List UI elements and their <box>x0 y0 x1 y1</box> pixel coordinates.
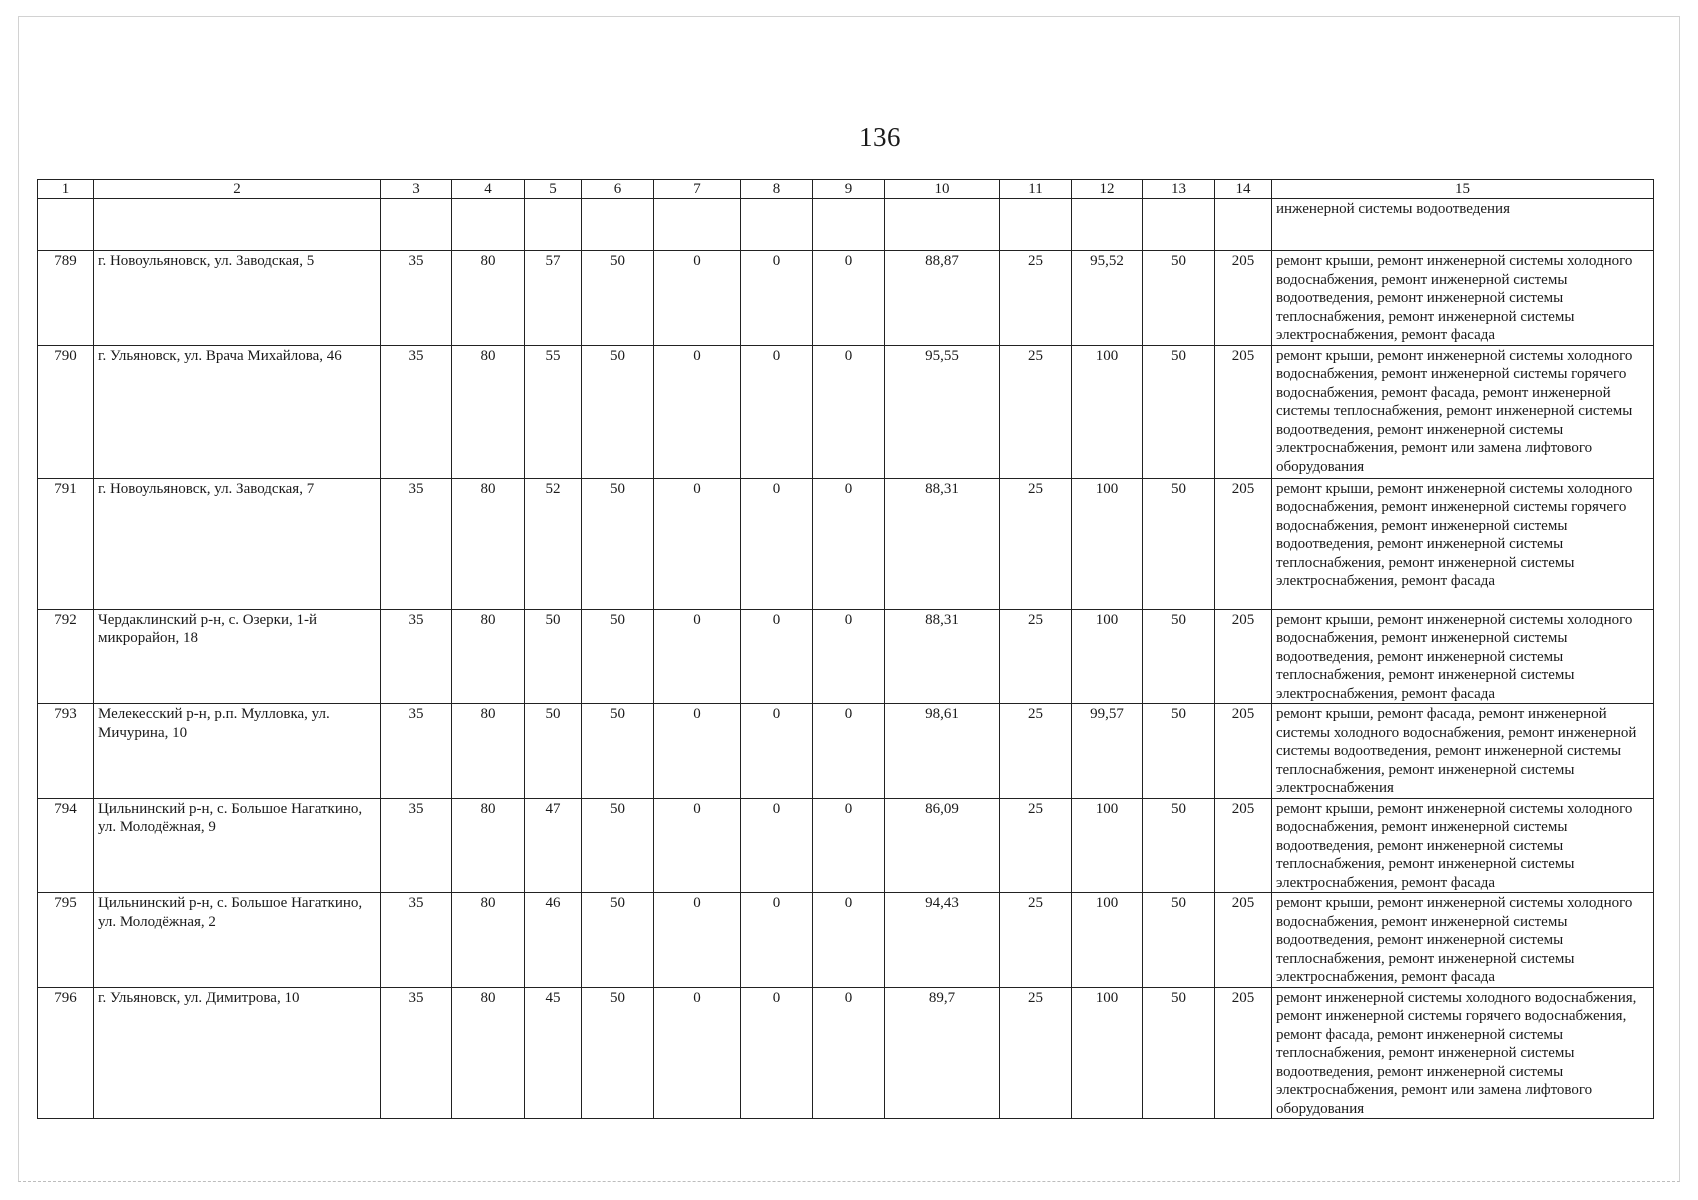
works-cell: ремонт крыши, ремонт инженерной системы холодного водоснабжения, ремонт инженерной системы водоотведения, ремонт инженерной системы теплоснабжения, ремонт инженерной системы электроснабжения, ремонт фасада <box>1272 251 1654 346</box>
value-cell: 95,55 <box>885 345 1000 478</box>
header-cell: 1 <box>38 180 94 199</box>
header-cell: 8 <box>741 180 813 199</box>
value-cell: 0 <box>654 798 741 893</box>
value-cell: 25 <box>1000 251 1072 346</box>
works-cell: ремонт крыши, ремонт инженерной системы холодного водоснабжения, ремонт инженерной системы водоотведения, ремонт инженерной системы теплоснабжения, ремонт инженерной системы электроснабжения, ремонт фасада <box>1272 609 1654 704</box>
value-cell: 50 <box>1143 609 1215 704</box>
header-cell: 5 <box>525 180 582 199</box>
works-cell: ремонт крыши, ремонт инженерной системы холодного водоснабжения, ремонт инженерной системы водоотведения, ремонт инженерной системы теплоснабжения, ремонт инженерной системы электроснабжения, ремонт фасада <box>1272 893 1654 988</box>
table-row <box>38 251 1654 346</box>
address-cell: Мелекесский р-н, р.п. Мулловка, ул. Мичурина, 10 <box>94 704 381 799</box>
value-cell: 99,57 <box>1072 704 1143 799</box>
works-cell: ремонт крыши, ремонт фасада, ремонт инженерной системы холодного водоснабжения, ремонт инженерной системы водоотведения, ремонт инженерной системы теплоснабжения, ремонт инженерной системы электроснабжения <box>1272 704 1654 799</box>
value-cell: 0 <box>654 345 741 478</box>
value-cell: 0 <box>654 609 741 704</box>
value-cell: 50 <box>1143 345 1215 478</box>
value-cell: 0 <box>813 987 885 1119</box>
value-cell: 0 <box>813 893 885 988</box>
value-cell: 0 <box>654 893 741 988</box>
value-cell: 0 <box>741 798 813 893</box>
value-cell: 100 <box>1072 893 1143 988</box>
value-cell: 80 <box>452 987 525 1119</box>
value-cell: 0 <box>741 893 813 988</box>
value-cell: 205 <box>1215 345 1272 478</box>
value-cell: 0 <box>654 704 741 799</box>
works-cell: ремонт крыши, ремонт инженерной системы холодного водоснабжения, ремонт инженерной системы горячего водоснабжения, ремонт фасада, ремонт инженерной системы теплоснабжения, ремонт инженерной системы водоотведения, ремонт инженерной системы электроснабжения, ремонт или замена лифтового оборудования <box>1272 345 1654 478</box>
value-cell: 80 <box>452 609 525 704</box>
row-number-cell: 790 <box>38 345 94 478</box>
value-cell: 80 <box>452 798 525 893</box>
value-cell: 80 <box>452 893 525 988</box>
value-cell: 100 <box>1072 609 1143 704</box>
value-cell: 50 <box>1143 478 1215 609</box>
value-cell: 45 <box>525 987 582 1119</box>
value-cell: 55 <box>525 345 582 478</box>
value-cell: 0 <box>654 478 741 609</box>
header-cell: 14 <box>1215 180 1272 199</box>
value-cell: 35 <box>381 251 452 346</box>
header-cell: 15 <box>1272 180 1654 199</box>
value-cell: 50 <box>582 987 654 1119</box>
value-cell: 35 <box>381 345 452 478</box>
value-cell: 205 <box>1215 478 1272 609</box>
value-cell: 88,31 <box>885 609 1000 704</box>
address-cell: Цильнинский р-н, с. Большое Нагаткино, ул. Молодёжная, 9 <box>94 798 381 893</box>
address-cell: г. Ульяновск, ул. Врача Михайлова, 46 <box>94 345 381 478</box>
value-cell: 25 <box>1000 609 1072 704</box>
value-cell: 50 <box>582 798 654 893</box>
value-cell: 25 <box>1000 798 1072 893</box>
value-cell: 25 <box>1000 478 1072 609</box>
value-cell: 47 <box>525 798 582 893</box>
value-cell: 52 <box>525 478 582 609</box>
continuation-row <box>38 199 1654 251</box>
value-cell: 25 <box>1000 704 1072 799</box>
address-cell: г. Новоульяновск, ул. Заводская, 7 <box>94 478 381 609</box>
value-cell: 100 <box>1072 478 1143 609</box>
value-cell: 0 <box>741 478 813 609</box>
value-cell: 86,09 <box>885 798 1000 893</box>
value-cell: 98,61 <box>885 704 1000 799</box>
value-cell: 80 <box>452 345 525 478</box>
value-cell: 205 <box>1215 893 1272 988</box>
header-cell: 13 <box>1143 180 1215 199</box>
value-cell: 50 <box>582 893 654 988</box>
table-row <box>38 609 1654 704</box>
header-cell: 3 <box>381 180 452 199</box>
value-cell: 50 <box>1143 893 1215 988</box>
value-cell: 80 <box>452 478 525 609</box>
value-cell: 0 <box>654 251 741 346</box>
value-cell: 205 <box>1215 251 1272 346</box>
address-cell: г. Новоульяновск, ул. Заводская, 5 <box>94 251 381 346</box>
value-cell: 35 <box>381 798 452 893</box>
value-cell: 46 <box>525 893 582 988</box>
header-cell: 4 <box>452 180 525 199</box>
header-cell: 7 <box>654 180 741 199</box>
value-cell: 50 <box>582 704 654 799</box>
value-cell: 0 <box>813 609 885 704</box>
row-number-cell: 796 <box>38 987 94 1119</box>
table-row <box>38 893 1654 988</box>
value-cell: 205 <box>1215 609 1272 704</box>
value-cell: 0 <box>813 798 885 893</box>
value-cell: 50 <box>1143 798 1215 893</box>
header-cell: 6 <box>582 180 654 199</box>
value-cell: 0 <box>813 251 885 346</box>
value-cell: 35 <box>381 609 452 704</box>
header-cell: 10 <box>885 180 1000 199</box>
row-number-cell: 789 <box>38 251 94 346</box>
header-cell: 11 <box>1000 180 1072 199</box>
row-number-cell: 791 <box>38 478 94 609</box>
row-number-cell: 795 <box>38 893 94 988</box>
value-cell: 50 <box>525 609 582 704</box>
value-cell: 0 <box>654 987 741 1119</box>
value-cell: 50 <box>1143 704 1215 799</box>
value-cell: 0 <box>741 704 813 799</box>
value-cell: 205 <box>1215 704 1272 799</box>
value-cell: 35 <box>381 987 452 1119</box>
value-cell: 57 <box>525 251 582 346</box>
value-cell: 25 <box>1000 345 1072 478</box>
row-number-cell: 792 <box>38 609 94 704</box>
header-cell: 2 <box>94 180 381 199</box>
table-row <box>38 704 1654 799</box>
value-cell: 100 <box>1072 987 1143 1119</box>
value-cell: 94,43 <box>885 893 1000 988</box>
value-cell: 88,31 <box>885 478 1000 609</box>
value-cell: 50 <box>582 345 654 478</box>
table-row <box>38 345 1654 478</box>
row-number-cell: 794 <box>38 798 94 893</box>
value-cell: 205 <box>1215 987 1272 1119</box>
header-cell: 9 <box>813 180 885 199</box>
works-cell: ремонт крыши, ремонт инженерной системы холодного водоснабжения, ремонт инженерной системы горячего водоснабжения, ремонт инженерной системы водоотведения, ремонт инженерной системы теплоснабжения, ремонт инженерной системы электроснабжения, ремонт фасада <box>1272 478 1654 609</box>
row-number-cell: 793 <box>38 704 94 799</box>
value-cell: 25 <box>1000 987 1072 1119</box>
value-cell: 35 <box>381 893 452 988</box>
page-number: 136 <box>859 122 901 152</box>
value-cell: 50 <box>582 478 654 609</box>
value-cell: 50 <box>1143 987 1215 1119</box>
value-cell: 0 <box>813 704 885 799</box>
value-cell: 95,52 <box>1072 251 1143 346</box>
works-cell: ремонт крыши, ремонт инженерной системы холодного водоснабжения, ремонт инженерной системы водоотведения, ремонт инженерной системы теплоснабжения, ремонт инженерной системы электроснабжения, ремонт фасада <box>1272 798 1654 893</box>
address-cell: г. Ульяновск, ул. Димитрова, 10 <box>94 987 381 1119</box>
data-table <box>37 179 1654 1119</box>
header-row <box>38 180 1654 199</box>
address-cell: Чердаклинский р-н, с. Озерки, 1-й микрорайон, 18 <box>94 609 381 704</box>
address-cell: Цильнинский р-н, с. Большое Нагаткино, ул. Молодёжная, 2 <box>94 893 381 988</box>
value-cell: 80 <box>452 704 525 799</box>
value-cell: 89,7 <box>885 987 1000 1119</box>
value-cell: 50 <box>582 251 654 346</box>
value-cell: 35 <box>381 704 452 799</box>
value-cell: 0 <box>741 609 813 704</box>
value-cell: 0 <box>813 478 885 609</box>
value-cell: 80 <box>452 251 525 346</box>
value-cell: 25 <box>1000 893 1072 988</box>
table-row <box>38 798 1654 893</box>
table-row <box>38 478 1654 609</box>
value-cell: 100 <box>1072 345 1143 478</box>
table-row <box>38 987 1654 1119</box>
value-cell: 0 <box>741 345 813 478</box>
continuation-text: инженерной системы водоотведения <box>1272 199 1654 251</box>
value-cell: 0 <box>741 987 813 1119</box>
value-cell: 0 <box>813 345 885 478</box>
value-cell: 50 <box>525 704 582 799</box>
value-cell: 205 <box>1215 798 1272 893</box>
value-cell: 35 <box>381 478 452 609</box>
value-cell: 50 <box>582 609 654 704</box>
value-cell: 100 <box>1072 798 1143 893</box>
value-cell: 88,87 <box>885 251 1000 346</box>
header-cell: 12 <box>1072 180 1143 199</box>
value-cell: 50 <box>1143 251 1215 346</box>
works-cell: ремонт инженерной системы холодного водоснабжения, ремонт инженерной системы горячего водоснабжения, ремонт фасада, ремонт инженерной системы теплоснабжения, ремонт инженерной системы водоотведения, ремонт инженерной системы электроснабжения, ремонт или замена лифтового оборудования <box>1272 987 1654 1119</box>
value-cell: 0 <box>741 251 813 346</box>
